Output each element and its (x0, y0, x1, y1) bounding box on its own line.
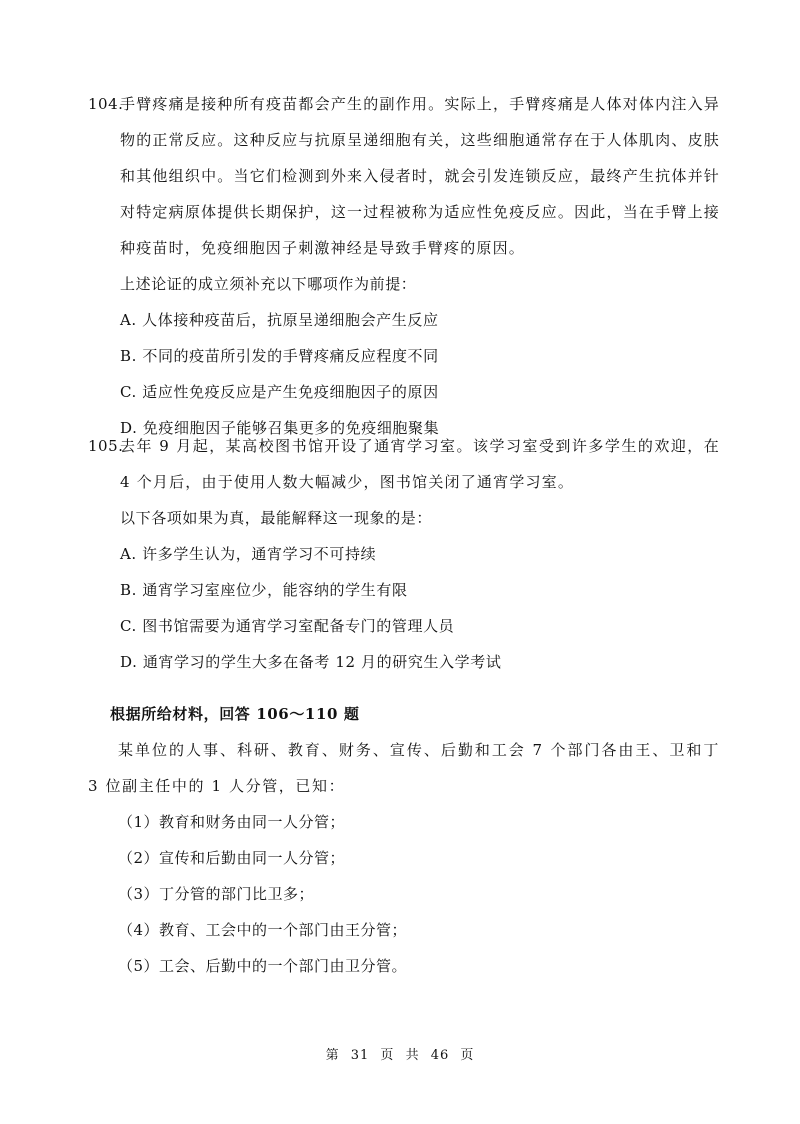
page-footer: 第 31 页 共 46 页 (325, 1048, 475, 1063)
condition-item: （4）教育、工会中的一个部门由王分管； (118, 921, 408, 939)
condition-item: （1）教育和财务由同一人分管； (118, 813, 346, 831)
option-a: A. 人体接种疫苗后，抗原呈递细胞会产生反应 (120, 311, 439, 329)
question-105 (88, 428, 720, 680)
question-104 (88, 86, 720, 446)
question-stem: 去年 9 月起，某高校图书馆开设了通宵学习室。该学习室受到许多学生的欢迎，在 4 个月后，由于使用人数大幅减少，图书馆关闭了通宵学习室。 (120, 437, 720, 491)
option-c: C. 图书馆需要为通宵学习室配备专门的管理人员 (120, 617, 455, 635)
condition-item: （3）丁分管的部门比卫多； (118, 885, 315, 903)
condition-item: （2）宣传和后勤由同一人分管； (118, 849, 346, 867)
option-a: A. 许多学生认为，通宵学习不可持续 (120, 545, 377, 563)
condition-list (118, 804, 407, 984)
condition-item: （5）工会、后勤中的一个部门由卫分管。 (118, 957, 408, 975)
section-intro: 某单位的人事、科研、教育、财务、宣传、后勤和工会 7 个部门各由王、卫和丁 3 位副主任中的 1 人分管，已知： (88, 741, 720, 795)
option-d: D. 免疫细胞因子能够召集更多的免疫细胞聚集 (120, 419, 440, 437)
option-b: B. 不同的疫苗所引发的手臂疼痛反应程度不同 (120, 347, 439, 365)
question-number: 105. (88, 437, 124, 455)
section-heading: 根据所给材料，回答 106～110 题 (110, 705, 360, 723)
question-stem: 手臂疼痛是接种所有疫苗都会产生的副作用。实际上，手臂疼痛是人体对体内注入异物的正常反应。这种反应与抗原呈递细胞有关，这些细胞通常存在于人体肌肉、皮肤和其他组织中。当它们检测到外来入侵者时，就会引发连锁反应，最终产生抗体并针对特定病原体提供长期保护，这一过程被称为适应性免疫反应。因此，当在手臂上接种疫苗时，免疫细胞因子刺激神经是导致手臂疼的原因。 (120, 95, 720, 257)
option-c: C. 适应性免疫反应是产生免疫细胞因子的原因 (120, 383, 439, 401)
question-number: 104. (88, 95, 124, 113)
question-prompt: 上述论证的成立须补充以下哪项作为前提： (120, 275, 417, 293)
option-d: D. 通宵学习的学生大多在备考 12 月的研究生入学考试 (120, 653, 502, 671)
question-prompt: 以下各项如果为真，最能解释这一现象的是： (120, 509, 433, 527)
option-b: B. 通宵学习室座位少，能容纳的学生有限 (120, 581, 408, 599)
